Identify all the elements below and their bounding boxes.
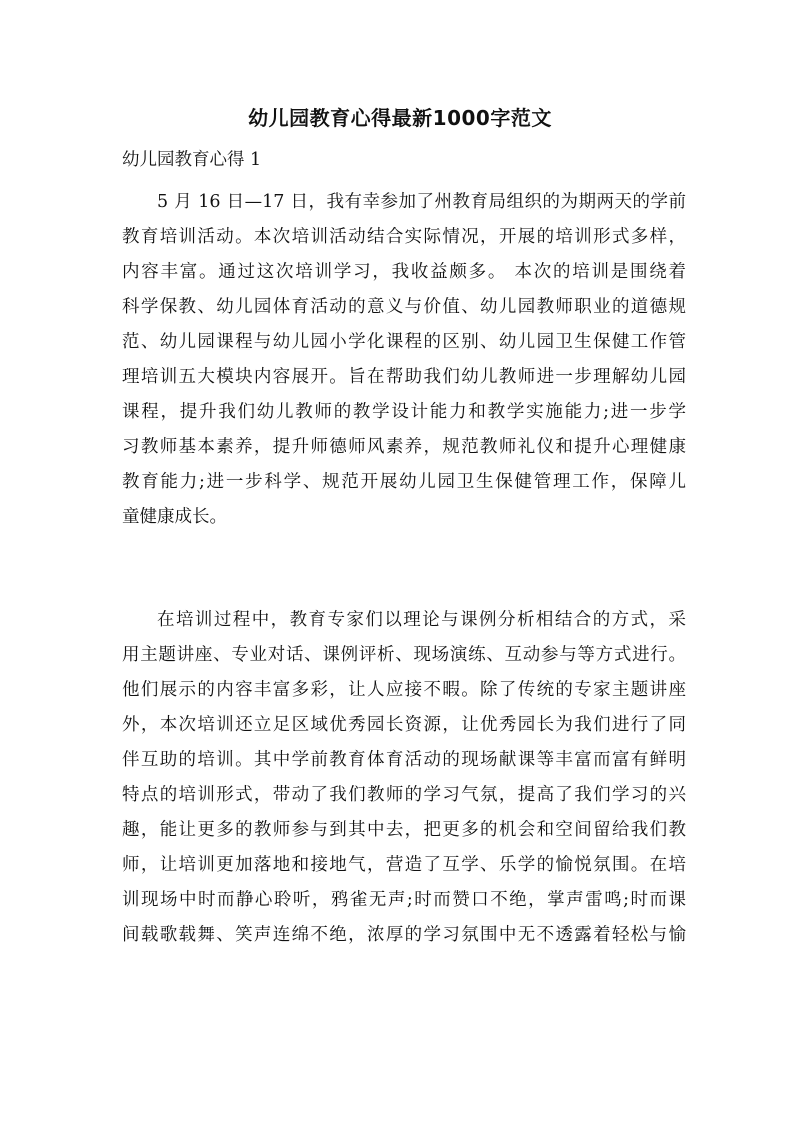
paragraph-line: 童健康成长。 bbox=[122, 507, 227, 527]
paragraph-line: 伴互助的培训。其中学前教育体育活动的现场献课等丰富而富有鲜明 bbox=[122, 750, 686, 770]
paragraph-2 bbox=[122, 603, 686, 953]
paragraph-line: 特点的培训形式，带动了我们教师的学习气氛，提高了我们学习的兴 bbox=[122, 785, 686, 805]
paragraph-line: 训现场中时而静心聆听，鸦雀无声;时而赞口不绝，掌声雷鸣;时而课 bbox=[122, 890, 686, 910]
paragraph-line: 用主题讲座、专业对话、课例评析、现场演练、互动参与等方式进行。 bbox=[122, 645, 686, 665]
paragraph-line: 内容丰富。通过这次培训学习，我收益颇多。 本次的培训是围绕着 bbox=[122, 262, 686, 282]
paragraph-line: 教育能力;进一步科学、规范开展幼儿园卫生保健管理工作，保障儿 bbox=[122, 472, 686, 492]
section-heading: 幼儿园教育心得 1 bbox=[122, 150, 262, 170]
document-title: 幼儿园教育心得最新1000字范文 bbox=[248, 106, 552, 130]
paragraph-line: 5 月 16 日—17 日，我有幸参加了州教育局组织的为期两天的学前 bbox=[157, 192, 686, 212]
paragraph-line: 他们展示的内容丰富多彩，让人应接不暇。除了传统的专家主题讲座 bbox=[122, 680, 686, 700]
paragraph-line: 外，本次培训还立足区域优秀园长资源，让优秀园长为我们进行了同 bbox=[122, 715, 686, 735]
paragraph-line: 科学保教、幼儿园体育活动的意义与价值、幼儿园教师职业的道德规 bbox=[122, 297, 686, 317]
paragraph-line: 范、幼儿园课程与幼儿园小学化课程的区别、幼儿园卫生保健工作管 bbox=[122, 332, 686, 352]
paragraph-line: 间载歌载舞、笑声连绵不绝，浓厚的学习氛围中无不透露着轻松与愉 bbox=[122, 925, 686, 945]
paragraph-line: 课程，提升我们幼儿教师的教学设计能力和教学实施能力;进一步学 bbox=[122, 402, 686, 422]
paragraph-line: 理培训五大模块内容展开。旨在帮助我们幼儿教师进一步理解幼儿园 bbox=[122, 367, 686, 387]
paragraph-line: 师，让培训更加落地和接地气，营造了互学、乐学的愉悦氛围。在培 bbox=[122, 855, 686, 875]
paragraph-line: 习教师基本素养，提升师德师风素养，规范教师礼仪和提升心理健康 bbox=[122, 437, 686, 457]
paragraph-line: 趣，能让更多的教师参与到其中去，把更多的机会和空间留给我们教 bbox=[122, 820, 686, 840]
paragraph-line: 在培训过程中，教育专家们以理论与课例分析相结合的方式，采 bbox=[157, 610, 686, 630]
paragraph-line: 教育培训活动。本次培训活动结合实际情况，开展的培训形式多样， bbox=[122, 227, 686, 247]
paragraph-1 bbox=[122, 185, 686, 535]
